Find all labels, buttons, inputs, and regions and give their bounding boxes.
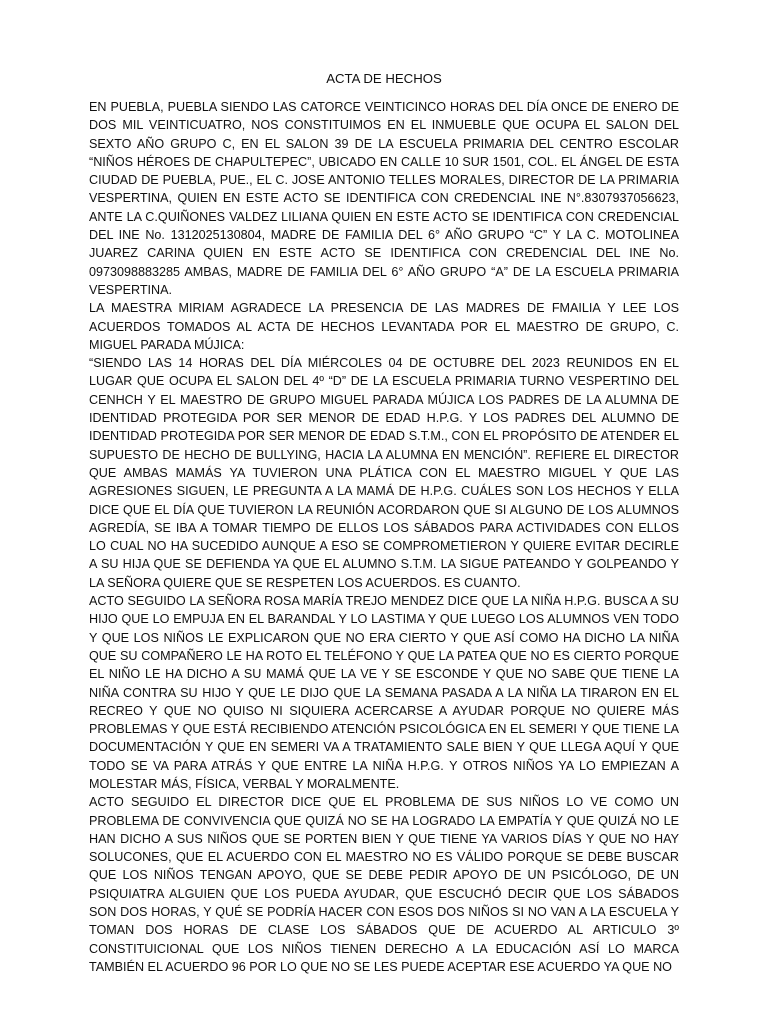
paragraph-rosa-maria: ACTO SEGUIDO LA SEÑORA ROSA MARÍA TREJO MENDEZ DICE QUE LA NIÑA H.P.G. BUSCA A SU HIJO QUE LO EMPUJA EN EL BARANDAL Y LO LASTIMA Y QUE LUEGO LOS ALUMNOS VEN TODO Y QUE LOS NIÑOS LE EXPLICARON QUE NO ERA CIERTO Y QUE ASÍ COMO HA DICHO LA NIÑA QUE SU COMPAÑERO LE HA ROTO EL TELÉFONO Y QUE LA PATEA QUE NO ES CIERTO PORQUE EL NIÑO LE HA DICHO A SU MAMÁ QUE LA VE Y SE ESCONDE Y QUE NO SABE QUE TIENE LA NIÑA CONTRA SU HIJO Y QUE LE DIJO QUE LA SEMANA PASADA A LA NIÑA LA TIRARON EN EL RECREO Y QUE NO QUISO NI SIQUIERA ACERCARSE A AYUDAR PORQUE NO QUIERE MÁS PROBLEMAS Y QUE ESTÁ RECIBIENDO ATENCIÓN PSICOLÓGICA EN EL SEMERI Y QUE TIENE LA DOCUMENTACIÓN Y QUE EN SEMERI VA A TRATAMIENTO SALE BIEN Y QUE LLEGA AQUÍ Y QUE TODO SE VA PARA ATRÁS Y QUE ENTRE LA NIÑA H.P.G. Y OTROS NIÑOS YA LO EMPIEZAN A MOLESTAR MÁS, FÍSICA, VERBAL Y MORALMENTE. bbox=[89, 594, 679, 791]
paragraph-opening: EN PUEBLA, PUEBLA SIENDO LAS CATORCE VEINTICINCO HORAS DEL DÍA ONCE DE ENERO DE DOS MIL VEINTICUATRO, NOS CONSTITUIMOS EN EL INMUEBLE QUE OCUPA EL SALON DEL SEXTO AÑO GRUPO C, EN EL SALON 39 DE LA ESCUELA PRIMARIA DEL CENTRO ESCOLAR “NIÑOS HÉROES DE CHAPULTEPEC”, UBICADO EN CALLE 10 SUR 1501, COL. EL ÁNGEL DE ESTA CIUDAD DE PUEBLA, PUE., EL C. JOSE ANTONIO TELLES MORALES, DIRECTOR DE LA PRIMARIA VESPERTINA, QUIEN EN ESTE ACTO SE IDENTIFICA CON CREDENCIAL INE N°.8307937056623, ANTE LA C.QUIÑONES VALDEZ LILIANA QUIEN EN ESTE ACTO SE IDENTIFICA CON CREDENCIAL DEL INE No. 1312025130804, MADRE DE FAMILIA DEL 6° AÑO GRUPO “C” Y LA C. MOTOLINEA JUAREZ CARINA QUIEN EN ESTE ACTO SE IDENTIFICA CON CREDENCIAL DEL INE No. 0973098883285 AMBAS, MADRE DE FAMILIA DEL 6° AÑO GRUPO “A” DE LA ESCUELA PRIMARIA VESPERTINA. bbox=[89, 100, 679, 297]
paragraph-maestra-miriam: LA MAESTRA MIRIAM AGRADECE LA PRESENCIA DE LAS MADRES DE FMAILIA Y LEE LOS ACUERDOS TOMADOS AL ACTA DE HECHOS LEVANTADA POR EL MAESTRO DE GRUPO, C. MIGUEL PARADA MÚJICA: bbox=[89, 301, 679, 352]
paragraph-quoted-act: “SIENDO LAS 14 HORAS DEL DÍA MIÉRCOLES 04 DE OCTUBRE DEL 2023 REUNIDOS EN EL LUGAR QUE OCUPA EL SALON DEL 4º “D” DE LA ESCUELA PRIMARIA TURNO VESPERTINO DEL CENHCH Y EL MAESTRO DE GRUPO MIGUEL PARADA MÚJICA LOS PADRES DE LA ALUMNA DE IDENTIDAD PROTEGIDA POR SER MENOR DE EDAD H.P.G. Y LOS PADRES DEL ALUMNO DE IDENTIDAD PROTEGIDA POR SER MENOR DE EDAD S.T.M., CON EL PROPÓSITO DE ATENDER EL SUPUESTO DE HECHO DE BULLYING, HACIA LA ALUMNA EN MENCIÓN”. REFIERE EL DIRECTOR QUE AMBAS MAMÁS YA TUVIERON UNA PLÁTICA CON EL MAESTRO MIGUEL Y QUE LAS AGRESIONES SIGUEN, LE PREGUNTA A LA MAMÁ DE H.P.G. CUÁLES SON LOS HECHOS Y ELLA DICE QUE EL DÍA QUE TUVIERON LA REUNIÓN ACORDARON QUE SI ALGUNO DE LOS ALUMNOS AGREDÍA, SE IBA A TOMAR TIEMPO DE ELLOS LOS SÁBADOS PARA ACTIVIDADES CON ELLOS LO CUAL NO HA SUCEDIDO AUNQUE A ESO SE COMPROMETIERON Y QUIERE EVITAR DECIRLE A SU HIJA QUE SE DEFIENDA YA QUE EL ALUMNO S.T.M. LA SIGUE PATEANDO Y GOLPEANDO Y LA SEÑORA QUIERE QUE SE RESPETEN LOS ACUERDOS. ES CUANTO. bbox=[89, 356, 679, 590]
paragraph-director: ACTO SEGUIDO EL DIRECTOR DICE QUE EL PROBLEMA DE SUS NIÑOS LO VE COMO UN PROBLEMA DE CONVIVENCIA QUE QUIZÁ NO SE HA LOGRADO LA EMPATÍA Y QUE QUIZÁ NO LE HAN DICHO A SUS NIÑOS QUE SE PORTEN BIEN Y QUE TIENE YA VARIOS DÍAS Y QUE NO HAY SOLUCONES, QUE EL ACUERDO CON EL MAESTRO NO ES VÁLIDO PORQUE SE DEBE BUSCAR QUE LOS NIÑOS TENGAN APOYO, QUE SE DEBE PEDIR APOYO DE UN PSICÓLOGO, DE UN PSIQUIATRA ALGUIEN QUE LOS PUEDA AYUDAR, QUE ESCUCHÓ DECIR QUE LOS SÁBADOS SON DOS HORAS, Y QUÉ SE PODRÍA HACER CON ESOS DOS NIÑOS SI NO VAN A LA ESCUELA Y TOMAN DOS HORAS DE CLASE LOS SÁBADOS QUE DE ACUERDO AL ARTICULO 3º CONSTITUICIONAL QUE LOS NIÑOS TIENEN DERECHO A LA EDUCACIÓN ASÍ LO MARCA TAMBIÉN EL ACUERDO 96 POR LO QUE NO SE LES PUEDE ACEPTAR ESE ACUERDO YA QUE NO bbox=[89, 795, 679, 974]
document-title: ACTA DE HECHOS bbox=[326, 71, 442, 86]
document-body bbox=[89, 98, 679, 976]
